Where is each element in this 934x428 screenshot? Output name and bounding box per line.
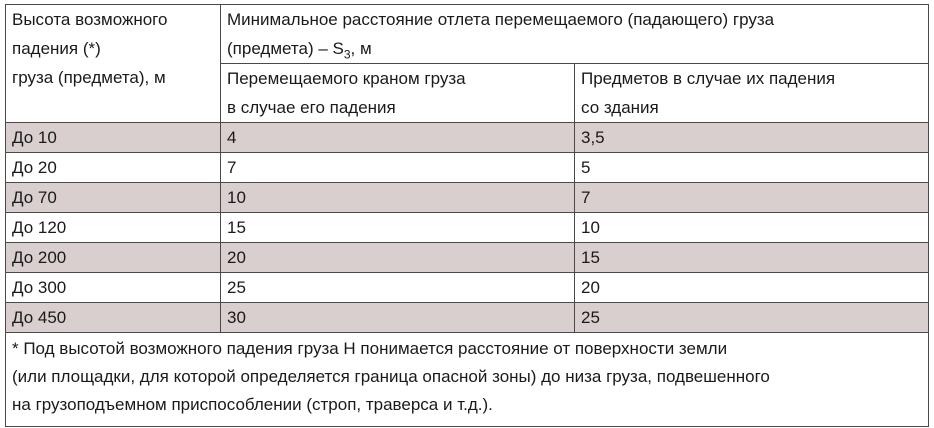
building-distance-cell: 15 — [575, 243, 929, 273]
footnote-line: (или площадки, для которой определяется граница опасной зоны) до низа груза, подвешенного — [12, 367, 770, 386]
crane-distance-cell: 10 — [221, 183, 575, 213]
height-cell: До 70 — [6, 183, 221, 213]
header-distance-unit: , м — [350, 39, 372, 58]
footnote-cell — [6, 333, 929, 427]
footnote-line: * Под высотой возможного падения груза H понимается расстояние от поверхности земли — [12, 339, 728, 358]
crane-distance-cell: 30 — [221, 303, 575, 333]
header-crane-cell — [221, 64, 575, 123]
crane-distance-cell: 20 — [221, 243, 575, 273]
header-height-line: Высота возможного — [12, 10, 168, 29]
footnote-line: на грузоподъемном приспособлении (строп, траверса и т.д.). — [12, 395, 493, 414]
footnote-row — [6, 333, 929, 427]
building-distance-cell: 5 — [575, 153, 929, 183]
distance-table — [5, 4, 929, 427]
header-building-cell — [575, 64, 929, 123]
building-distance-cell: 25 — [575, 303, 929, 333]
header-height-line: падения (*) — [12, 39, 101, 58]
header-building-line: со здания — [581, 98, 659, 117]
header-distance-line — [227, 34, 928, 63]
building-distance-cell: 7 — [575, 183, 929, 213]
height-cell: До 20 — [6, 153, 221, 183]
header-height-cell — [6, 5, 221, 123]
crane-distance-cell: 25 — [221, 273, 575, 303]
header-row-top — [6, 5, 929, 64]
table-row — [6, 273, 929, 303]
height-cell: До 120 — [6, 213, 221, 243]
table-row — [6, 243, 929, 273]
height-cell: До 300 — [6, 273, 221, 303]
crane-distance-cell: 7 — [221, 153, 575, 183]
header-height-line: груза (предмета), м — [12, 68, 166, 87]
height-cell: До 450 — [6, 303, 221, 333]
header-crane-line: Перемещаемого краном груза — [227, 69, 466, 88]
table-row — [6, 183, 929, 213]
table-row — [6, 213, 929, 243]
crane-distance-cell: 15 — [221, 213, 575, 243]
header-distance-subscript: 3 — [343, 47, 351, 62]
table-row — [6, 303, 929, 333]
header-crane-line: в случае его падения — [227, 98, 396, 117]
header-distance-line: Минимальное расстояние отлета перемещаемого (падающего) груза — [227, 10, 775, 29]
height-cell: До 200 — [6, 243, 221, 273]
table-row — [6, 153, 929, 183]
header-distance-prefix: (предмета) – S — [227, 39, 344, 58]
height-cell: До 10 — [6, 123, 221, 153]
table-row — [6, 123, 929, 153]
header-building-line: Предметов в случае их падения — [581, 69, 836, 88]
building-distance-cell: 10 — [575, 213, 929, 243]
header-distance-cell — [221, 5, 929, 64]
building-distance-cell: 3,5 — [575, 123, 929, 153]
crane-distance-cell: 4 — [221, 123, 575, 153]
building-distance-cell: 20 — [575, 273, 929, 303]
